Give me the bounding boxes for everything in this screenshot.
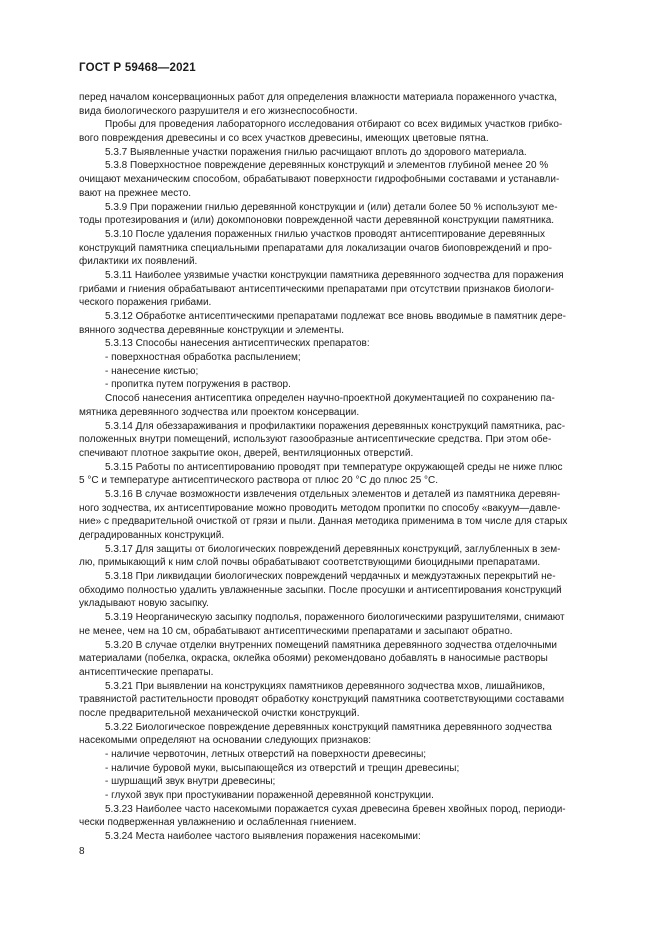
text-line: чески подверженная увлажнению и ослабленная гниением. — [79, 817, 357, 829]
text-line: 5.3.20 В случае отделки внутренних помещений памятника деревянного зодчества отделочными — [105, 639, 557, 651]
text-line: 5.3.15 Работы по антисептированию проводят при температуре окружающей среды не ниже плюс — [105, 461, 563, 473]
text-line: - глухой звук при простукивании пораженной деревянной конструкции. — [105, 790, 434, 802]
text-line: ного зодчества, их антисептирование можно проводить методом пропитки по способу «вакуум—давле- — [79, 502, 561, 514]
text-line: 5.3.16 В случае возможности извлечения отдельных элементов и деталей из памятника деревян- — [105, 488, 561, 500]
text-line: - пропитка путем погружения в раствор. — [105, 379, 291, 391]
text-line: вянного зодчества деревянные конструкции и элементы. — [79, 324, 345, 336]
page-number: 8 — [79, 846, 85, 857]
text-line: положенных внутри помещений, используют газообразные антисептические средства. При этом обе- — [79, 434, 552, 446]
text-line: - наличие червоточин, летных отверстий на поверхности древесины; — [105, 749, 427, 760]
text-line: 5.3.12 Обработке антисептическими препаратами подлежат все вновь вводимые в памятник дере- — [105, 311, 566, 322]
text-line: 5.3.11 Наиболее уязвимые участки конструкции памятника деревянного зодчества для поражения — [105, 269, 564, 281]
text-line: насекомыми определяют на основании следующих признаков: — [79, 735, 372, 747]
text-line: тоды протезирования и (или) докомпоновки поврежденной части деревянной конструкции памятника. — [79, 215, 555, 227]
text-line: после предварительной механической очистки конструкций. — [79, 707, 360, 719]
text-line: 5.3.22 Биологическое повреждение деревянных конструкций памятника деревянного зодчества — [105, 721, 552, 733]
text-line: укладывают новую засыпку. — [79, 598, 209, 610]
document-body — [79, 91, 585, 844]
text-line: - нанесение кистью; — [105, 365, 199, 377]
text-line: вида биологического разрушителя и его жизнеспособности. — [79, 105, 358, 117]
text-line: вают на прежнее место. — [79, 187, 192, 199]
text-line: травянистой растительности проводят обработку конструкций памятника соответствующими составами — [79, 694, 565, 706]
text-line: лю, примыкающий к ним слой почвы обрабатывают соответствующими биоцидными препаратами. — [79, 557, 541, 569]
text-line: деградированных конструкций. — [79, 530, 225, 541]
text-line: 5.3.18 При ликвидации биологических повреждений чердачных и междуэтажных перекрытий не- — [105, 571, 556, 583]
text-line: 5.3.10 После удаления пораженных гнилью участков проводят антисептирование деревянных — [105, 228, 545, 240]
text-line: обходимо полностью удалить увлажненные засыпки. После просушки и антисептирования конструкций — [79, 584, 562, 596]
text-line: 5.3.13 Способы нанесения антисептических препаратов: — [105, 338, 370, 350]
text-line: антисептические препараты. — [79, 666, 214, 678]
text-line: конструкций памятника специальными препаратами для локализации очагов биоповреждений и про- — [79, 242, 553, 254]
text-line: Способ нанесения антисептика определен научно-проектной документацией по сохранению па- — [105, 393, 555, 405]
text-line: 5.3.9 При поражении гнилью деревянной конструкции и (или) детали более 50 % используют ме- — [105, 201, 558, 213]
text-line: - поверхностная обработка распылением; — [105, 352, 301, 364]
text-line: ческого поражения грибами. — [79, 297, 212, 309]
text-line: очищают механическим способом, обрабатывают поверхности гидрофобными составами и устанавли- — [79, 174, 560, 186]
text-line: Пробы для проведения лабораторного исследования отбирают со всех видимых участков грибко- — [105, 119, 563, 131]
text-line: 5.3.8 Поверхностное повреждение деревянных конструкций и элементов глубиной менее 20 % — [105, 160, 549, 172]
text-line: - наличие буровой муки, высыпающейся из отверстий и трещин древесины; — [105, 762, 460, 774]
text-line: спечивают плотное закрытие окон, дверей, вентиляционных отверстий. — [79, 447, 414, 459]
text-line: 5 °С и температуре антисептического раствора от плюс 20 °С до плюс 25 °С. — [79, 475, 439, 487]
text-line: мятника деревянного зодчества или проектом консервации. — [79, 406, 360, 418]
text-line: не менее, чем на 10 см, обрабатывают антисептическими препаратами и засыпают обратно. — [79, 625, 513, 637]
text-line: филактики их появлений. — [79, 256, 198, 268]
text-line: вого повреждения древесины и со всех участков древесины, имеющих цветовые пятна. — [79, 133, 489, 145]
document-code-header: ГОСТ Р 59468—2021 — [79, 62, 196, 74]
text-line: ние» с предварительной очисткой от грязи и пыли. Данная методика применима в том числе для старых — [79, 516, 568, 528]
text-line: 5.3.17 Для защиты от биологических повреждений деревянных конструкций, заглубленных в зем- — [105, 543, 561, 555]
text-line: 5.3.7 Выявленные участки поражения гнилью расчищают вплоть до здорового материала. — [105, 146, 527, 158]
text-line: перед началом консервационных работ для определения влажности материала пораженного участка, — [79, 92, 558, 103]
text-line: 5.3.14 Для обеззараживания и профилактики поражения деревянных конструкций памятника, рас- — [105, 420, 566, 432]
text-line: 5.3.19 Неорганическую засыпку подполья, пораженного биологическими разрушителями, снимают — [105, 612, 565, 624]
text-line: 5.3.24 Места наиболее частого выявления поражения насекомыми: — [105, 831, 421, 843]
text-line: грибами и гниения обрабатывают антисептическими препаратами при отсутствии признаков биологи- — [79, 283, 555, 295]
text-line: - шуршащий звук внутри древесины; — [105, 776, 276, 788]
text-line: материалами (побелка, окраска, оклейка обоями) рекомендовано добавлять в наносимые растворы — [79, 653, 548, 665]
text-line: 5.3.21 При выявлении на конструкциях памятников деревянного зодчества мхов, лишайников, — [105, 680, 546, 692]
text-line: 5.3.23 Наиболее часто насекомыми поражается сухая древесина бревен хвойных пород, периоди- — [105, 803, 566, 815]
